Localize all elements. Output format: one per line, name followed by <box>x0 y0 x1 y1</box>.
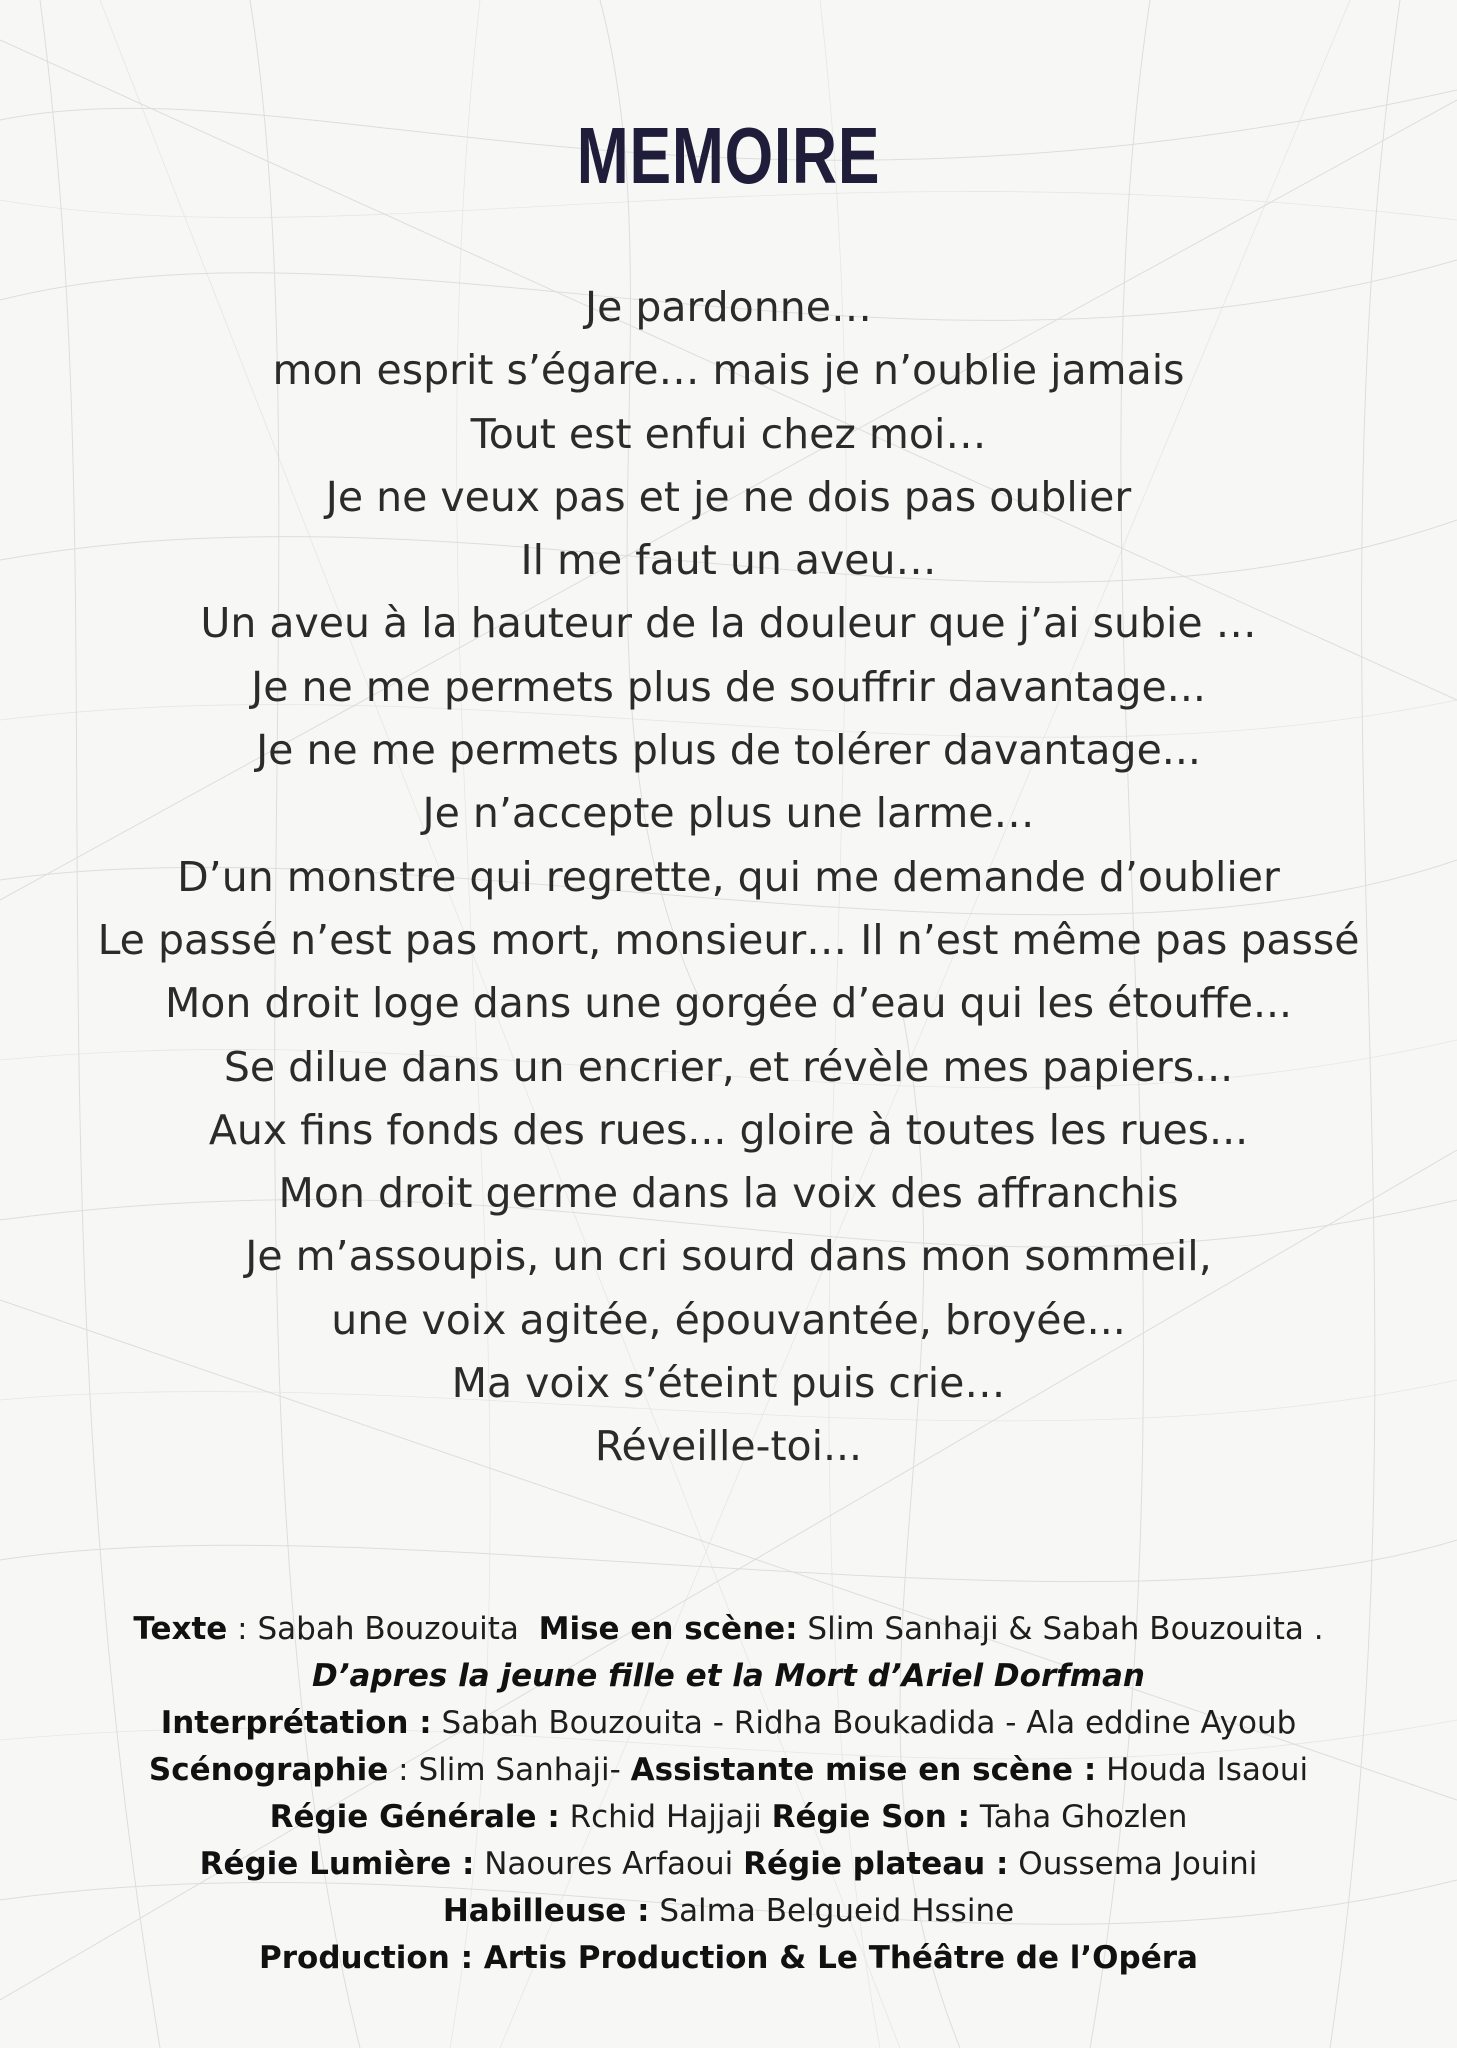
credit-row-scenographie <box>0 1747 1457 1794</box>
poem-line: D’un monstre qui regrette, qui me demande d’oublier <box>177 852 1280 901</box>
poem-line: Je ne me permets plus de souffrir davantage... <box>251 662 1206 711</box>
poem-line: mon esprit s’égare… mais je n’oublie jamais <box>272 346 1185 395</box>
credit-source: D’apres la jeune fille et la Mort d’Ariel Dorfman <box>311 1658 1146 1694</box>
poem-line: Je ne me permets plus de tolérer davantage... <box>256 726 1201 775</box>
poem-line: Un aveu à la hauteur de la douleur que j’ai subie … <box>200 599 1257 648</box>
credit-value-regie-generale: Rchid Hajjaji <box>559 1799 772 1835</box>
credit-value-mise-en-scene: Slim Sanhaji & Sabah Bouzouita . <box>797 1611 1324 1647</box>
credit-label-regie-generale: Régie Générale : <box>269 1799 560 1835</box>
credit-label-mise-en-scene: Mise en scène: <box>538 1611 798 1647</box>
poem-line: Je m’assoupis, un cri sourd dans mon sommeil, <box>245 1232 1212 1281</box>
credit-value-interpretation: Sabah Bouzouita - Ridha Boukadida - Ala eddine Ayoub <box>431 1705 1297 1741</box>
credit-row-source <box>0 1653 1457 1700</box>
credit-row-regie-generale <box>0 1794 1457 1841</box>
poem-line: Je n’accepte plus une larme… <box>422 789 1035 838</box>
credits <box>0 1606 1457 1982</box>
poem-line: Se dilue dans un encrier, et révèle mes papiers... <box>223 1042 1234 1091</box>
credit-label-scenographie: Scénographie <box>148 1752 389 1788</box>
poem-line: Réveille-toi... <box>594 1422 863 1471</box>
credit-value-regie-lumiere: Naoures Arfaoui <box>474 1846 744 1882</box>
credit-value-production: Artis Production & Le Théâtre de l’Opéra <box>472 1940 1198 1976</box>
credit-value-assistante: Houda Isaoui <box>1096 1752 1309 1788</box>
credit-row-interpretation <box>0 1700 1457 1747</box>
poem-line: Aux fins fonds des rues... gloire à toutes les rues... <box>208 1105 1249 1154</box>
credit-label-regie-son: Régie Son : <box>771 1799 970 1835</box>
poem-line: une voix agitée, épouvantée, broyée... <box>331 1295 1126 1344</box>
credit-value-habilleuse: Salma Belgueid Hssine <box>649 1893 1015 1929</box>
credit-value-scenographie: : Slim Sanhaji- <box>388 1752 631 1788</box>
poem-line: Je ne veux pas et je ne dois pas oublier <box>325 472 1132 521</box>
credit-value-regie-son: Taha Ghozlen <box>970 1799 1188 1835</box>
credit-label-texte: Texte <box>133 1611 228 1647</box>
credit-label-habilleuse: Habilleuse : <box>442 1893 650 1929</box>
credit-separator: : <box>227 1611 258 1647</box>
credit-row-production <box>0 1935 1457 1982</box>
page-title: MEMOIRE <box>576 111 881 200</box>
credit-label-regie-plateau: Régie plateau : <box>743 1846 1009 1882</box>
credit-label-production: Production : <box>259 1940 473 1976</box>
poem <box>0 276 1457 1479</box>
poem-line: Je pardonne… <box>585 283 872 331</box>
poem-line: Ma voix s’éteint puis crie… <box>451 1359 1006 1408</box>
poem-line: Le passé n’est pas mort, monsieur… Il n’est même pas passé <box>97 915 1360 964</box>
poem-line: Tout est enfui chez moi… <box>470 409 987 458</box>
credit-row-habilleuse <box>0 1888 1457 1935</box>
credit-value-texte: Sabah Bouzouita <box>257 1611 519 1647</box>
credit-row-texte <box>0 1606 1457 1653</box>
credit-row-regie-lumiere <box>0 1841 1457 1888</box>
credit-label-regie-lumiere: Régie Lumière : <box>199 1846 475 1882</box>
credit-value-regie-plateau: Oussema Jouini <box>1008 1846 1258 1882</box>
poem-line: Il me faut un aveu… <box>520 536 937 585</box>
credit-label-assistante: Assistante mise en scène : <box>630 1752 1097 1788</box>
credit-label-interpretation: Interprétation : <box>160 1705 432 1741</box>
poem-line: Mon droit loge dans une gorgée d’eau qui les étouffe... <box>164 979 1293 1028</box>
poem-line: Mon droit germe dans la voix des affranchis <box>278 1169 1179 1218</box>
